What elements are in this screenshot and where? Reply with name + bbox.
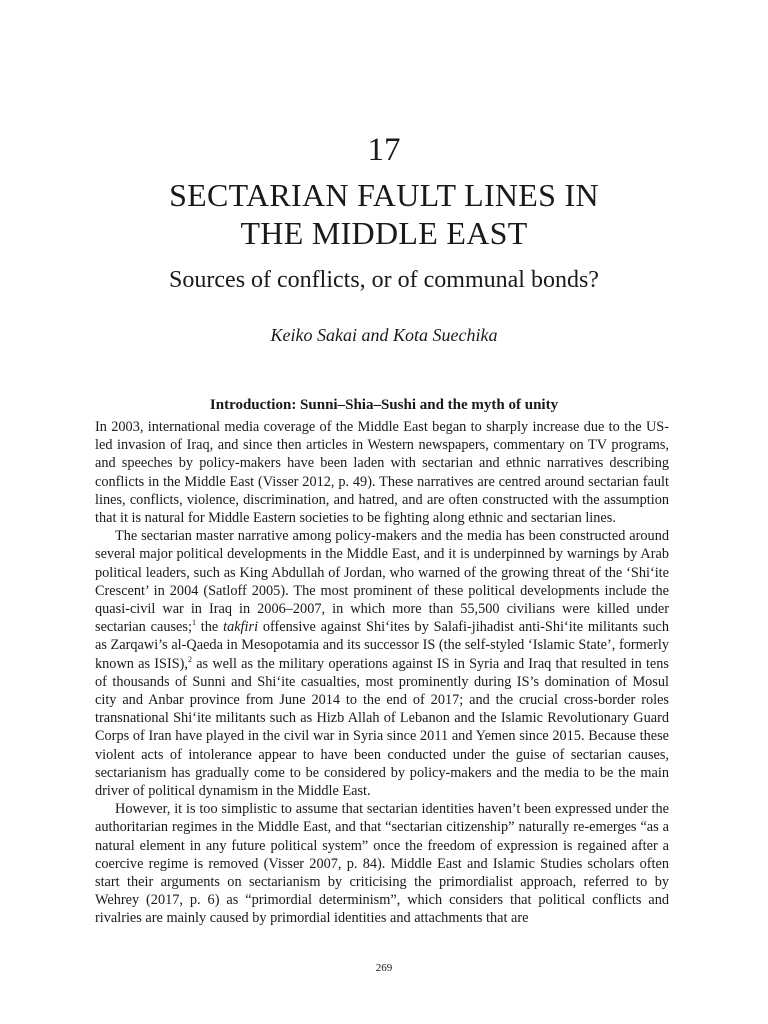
footnote-ref-2: 2 [188, 654, 192, 664]
page-number: 269 [375, 962, 393, 974]
chapter-authors: Keiko Sakai and Kota Suechika [270, 325, 498, 345]
paragraph-2-text-3: offensive against Shi‘ites by Salafi-jihadist anti-Shi‘ite militants such as Zarqawi’s al-Qaeda in Mesopotamia and its successor IS (the self-styled ‘Islamic State’, formerly known as ISIS), [95, 619, 669, 672]
chapter-subtitle: Sources of conflicts, or of communal bonds? [169, 267, 599, 293]
paragraph-1: In 2003, international media coverage of the Middle East began to sharply increase due to the US-led invasion of Iraq, and since then articles in Western newspapers, commentary on TV programs, and speeches by policy-makers have been laden with sectarian and ethnic narratives describing conflicts in the Middle East (Visser 2012, p. 49). These narratives are centred around sectarian fault lines, conflicts, violence, discrimination, and hatred, and are often constructed with the assumption that it is natural for Middle Eastern societies to be fighting along ethnic and sectarian lines. [95, 419, 669, 527]
section-heading: Introduction: Sunni–Shia–Sushi and the myth of unity [209, 397, 559, 413]
paragraph-2 [95, 527, 669, 800]
body-text [95, 418, 669, 928]
paragraph-3: However, it is too simplistic to assume that sectarian identities haven’t been expressed under the authoritarian regimes in the Middle East, and that “sectarian citizenship” naturally re-emerges “as a natural element in any future political system” once the freedom of expression is regained after a coercive regime is removed (Visser 2007, p. 84). Middle East and Islamic Studies scholars often start their arguments on sectarianism by criticising the primordialist approach, referred to by Wehrey (2017, p. 6) as “primordial determinism”, which considers that political conflicts and rivalries are mainly caused by primordial identities and attachments that are [95, 801, 669, 927]
takfiri-term: takfiri [223, 619, 259, 636]
chapter-title-line-1: SECTARIAN FAULT LINES IN [169, 177, 599, 213]
paragraph-2-text-4: as well as the military operations against IS in Syria and Iraq that resulted in tens of thousands of Sunni and Shi‘ite casualties, most prominently during IS’s domination of Mosul city and Anbar province from June 2014 to the end of 2017; and the crucial cross-border roles transnational Shi‘ite militants such as Hizb Allah of Lebanon and the Islamic Revolutionary Guard Corps of Iran have played in the civil war in Syria since 2011 and Yemen since 2015. Because these violent acts of intolerance appear to have been conducted under the guise of sectarian causes, sectarianism has gradually come to be considered by policy-makers and the media to be the main driver of political dynamism in the Middle East. [95, 655, 669, 800]
chapter-number: 17 [367, 132, 401, 168]
paragraph-2-text-1: The sectarian master narrative among policy-makers and the media has been constructed around several major political developments in the Middle East, and it is underpinned by warnings by Arab political leaders, such as King Abdullah of Jordan, who warned of the growing threat of the ‘Shi‘ite Crescent’ in 2004 (Satloff 2005). The most prominent of these political developments include the quasi-civil war in Iraq in 2006–2007, in which more than 55,500 civilians were killed under sectarian causes; [95, 528, 669, 636]
chapter-title [0, 176, 768, 252]
chapter-title-line-2: THE MIDDLE EAST [240, 215, 528, 251]
paragraph-2-text-2: the [195, 619, 224, 636]
footnote-ref-1: 1 [191, 618, 196, 628]
